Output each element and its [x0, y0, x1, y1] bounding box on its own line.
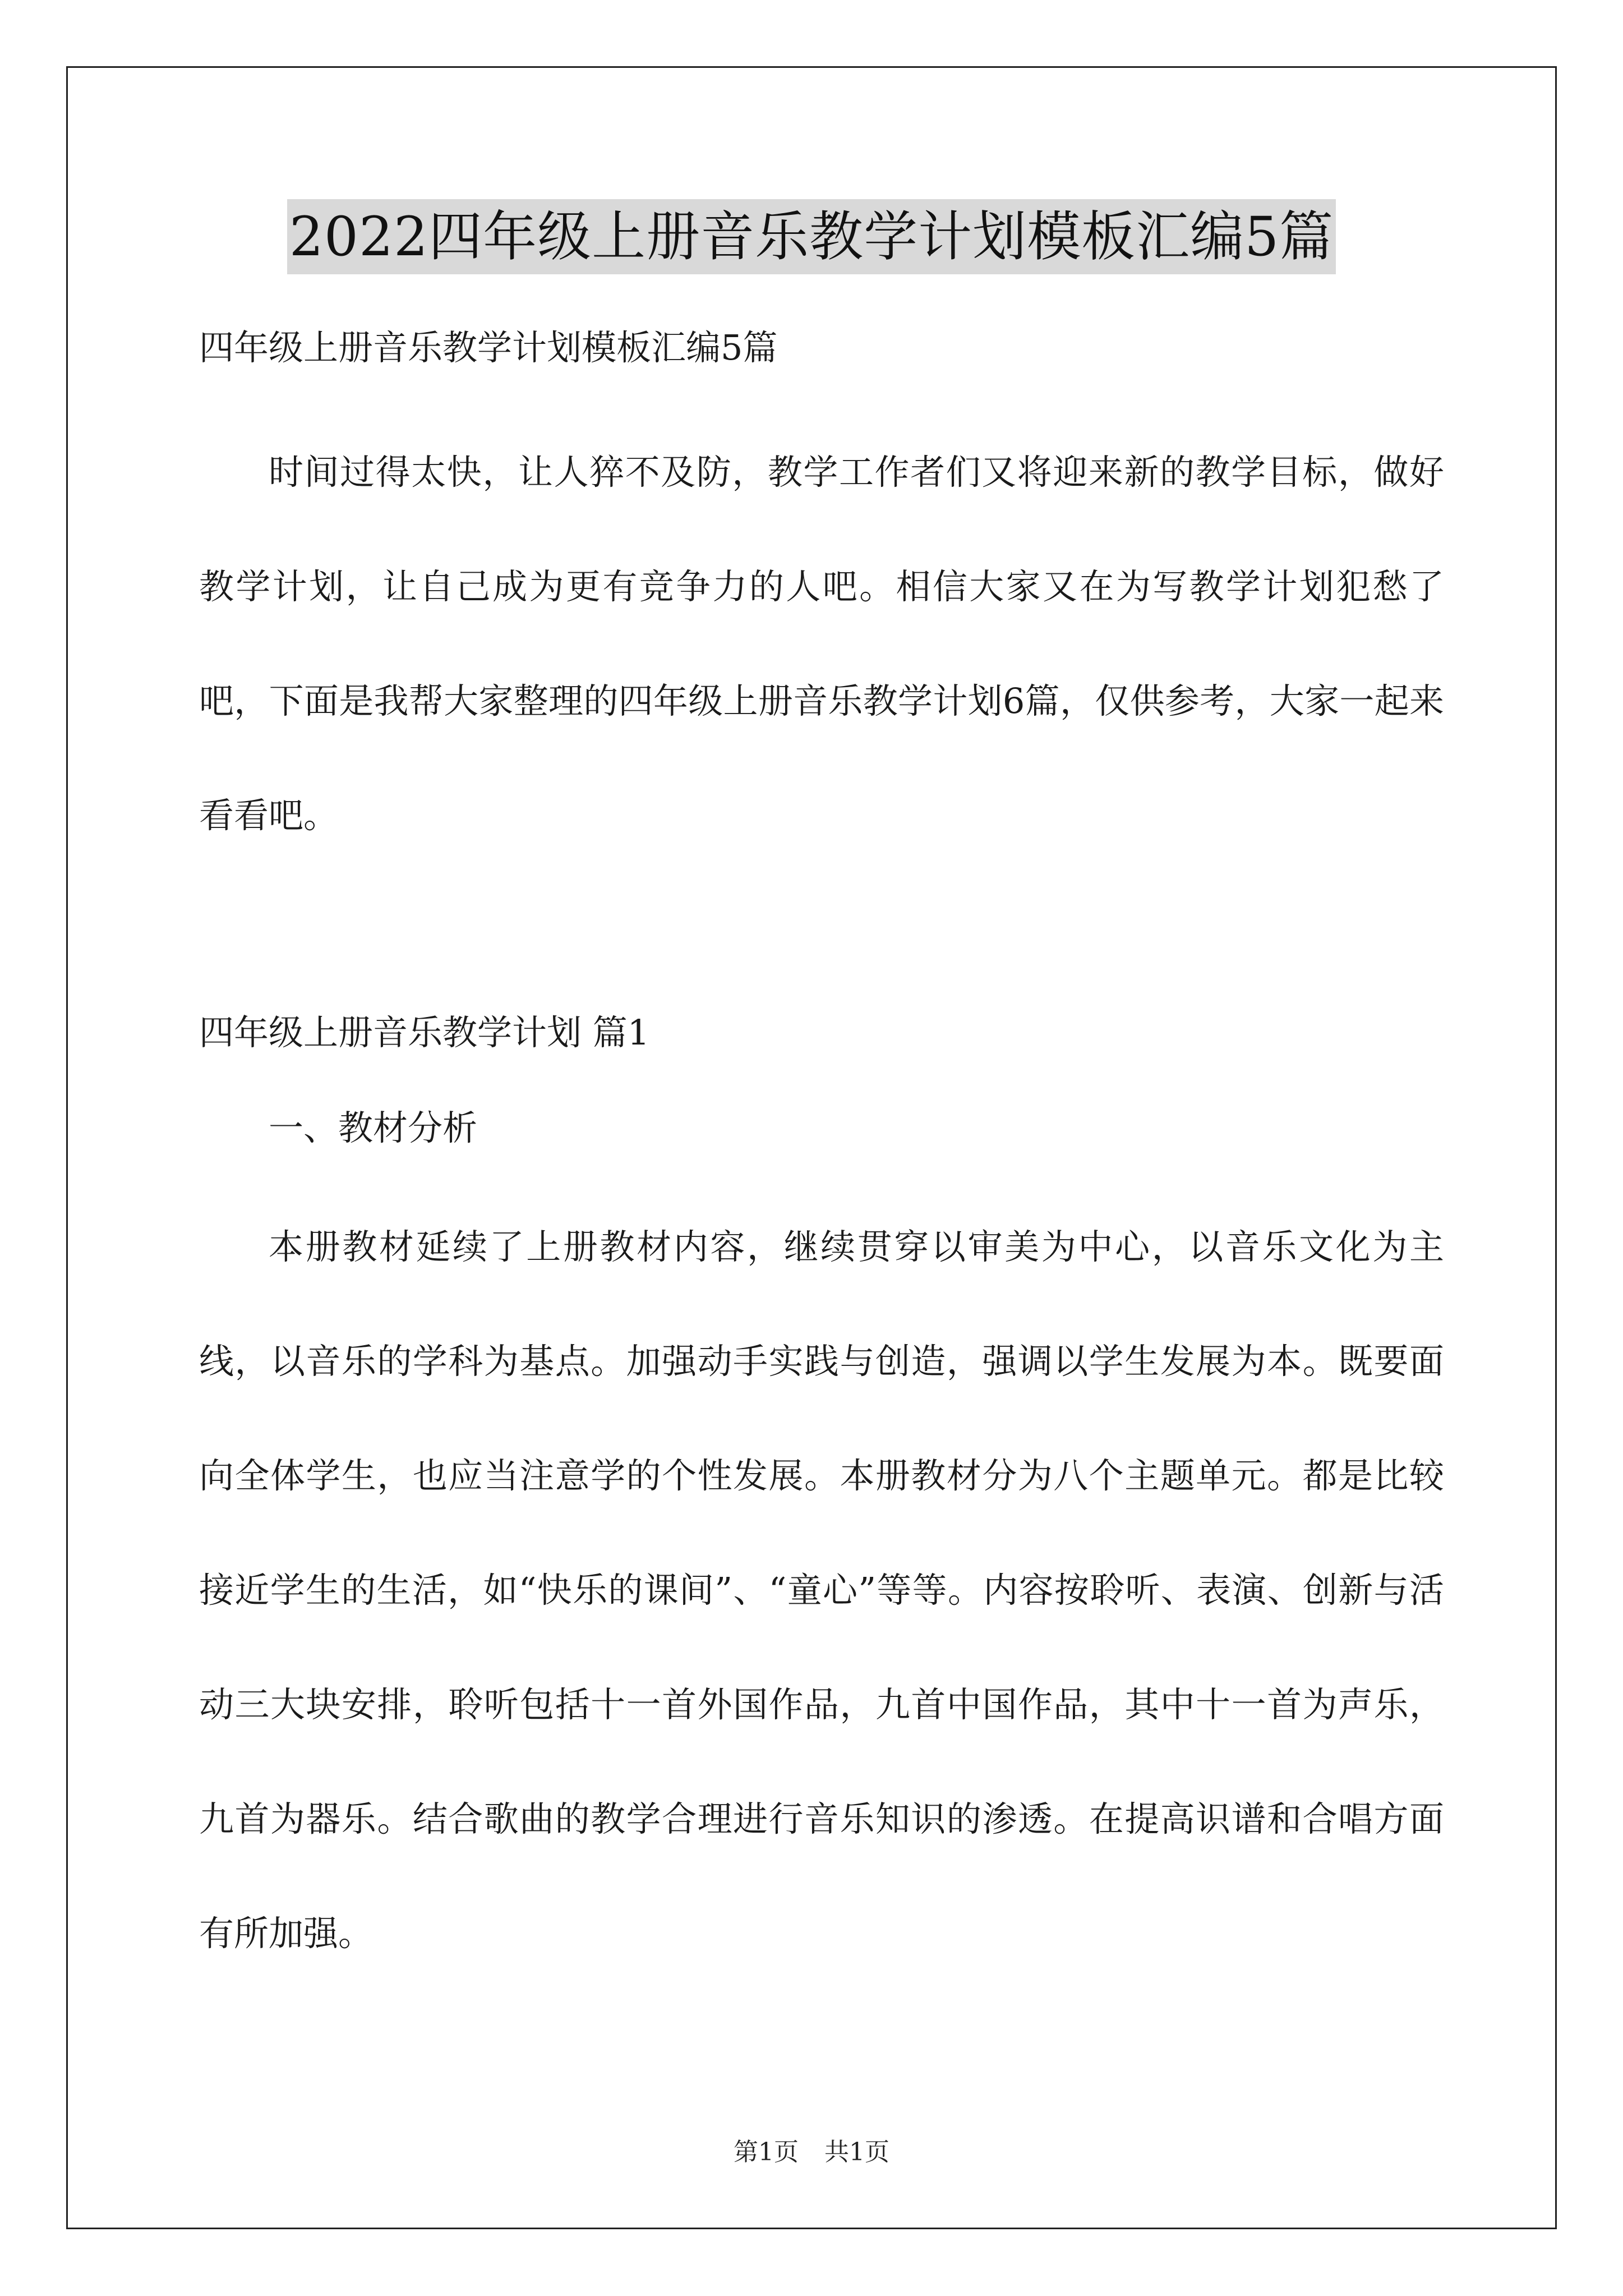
section-heading-materials: 一、教材分析: [269, 1107, 478, 1148]
page-number: 第1页: [734, 2138, 799, 2166]
document-title: 2022四年级上册音乐教学计划模板汇编5篇: [287, 199, 1336, 274]
document-subtitle: 四年级上册音乐教学计划模板汇编5篇: [199, 327, 778, 368]
body-paragraph: 本册教材延续了上册教材内容，继续贯穿以审美为中心，以音乐文化为主线，以音乐的学科为基点。加强动手实践与创造，强调以学生发展为本。既要面向全体学生，也应当注意学的个性发展。本册教材分为八个主题单元。都是比较接近学生的生活，如“快乐的课间”、“童心”等等。内容按聆听、表演、创新与活动三大块安排，聆听包括十一首外国作品，九首中国作品，其中十一首为声乐，九首为器乐。结合歌曲的教学合理进行音乐知识的渗透。在提高识谱和合唱方面有所加强。: [199, 1226, 1444, 1954]
intro-paragraph: 时间过得太快，让人猝不及防，教学工作者们又将迎来新的教学目标，做好教学计划，让自己成为更有竞争力的人吧。相信大家又在为写教学计划犯愁了吧，下面是我帮大家整理的四年级上册音乐教学计划6篇，仅供参考，大家一起来看看吧。: [199, 452, 1444, 836]
document-body: [199, 320, 1444, 1991]
page-total: 共1页: [824, 2138, 889, 2166]
section-title: 四年级上册音乐教学计划 篇1: [199, 1012, 650, 1053]
title-container: [0, 199, 1623, 274]
page-footer: [0, 2132, 1623, 2168]
